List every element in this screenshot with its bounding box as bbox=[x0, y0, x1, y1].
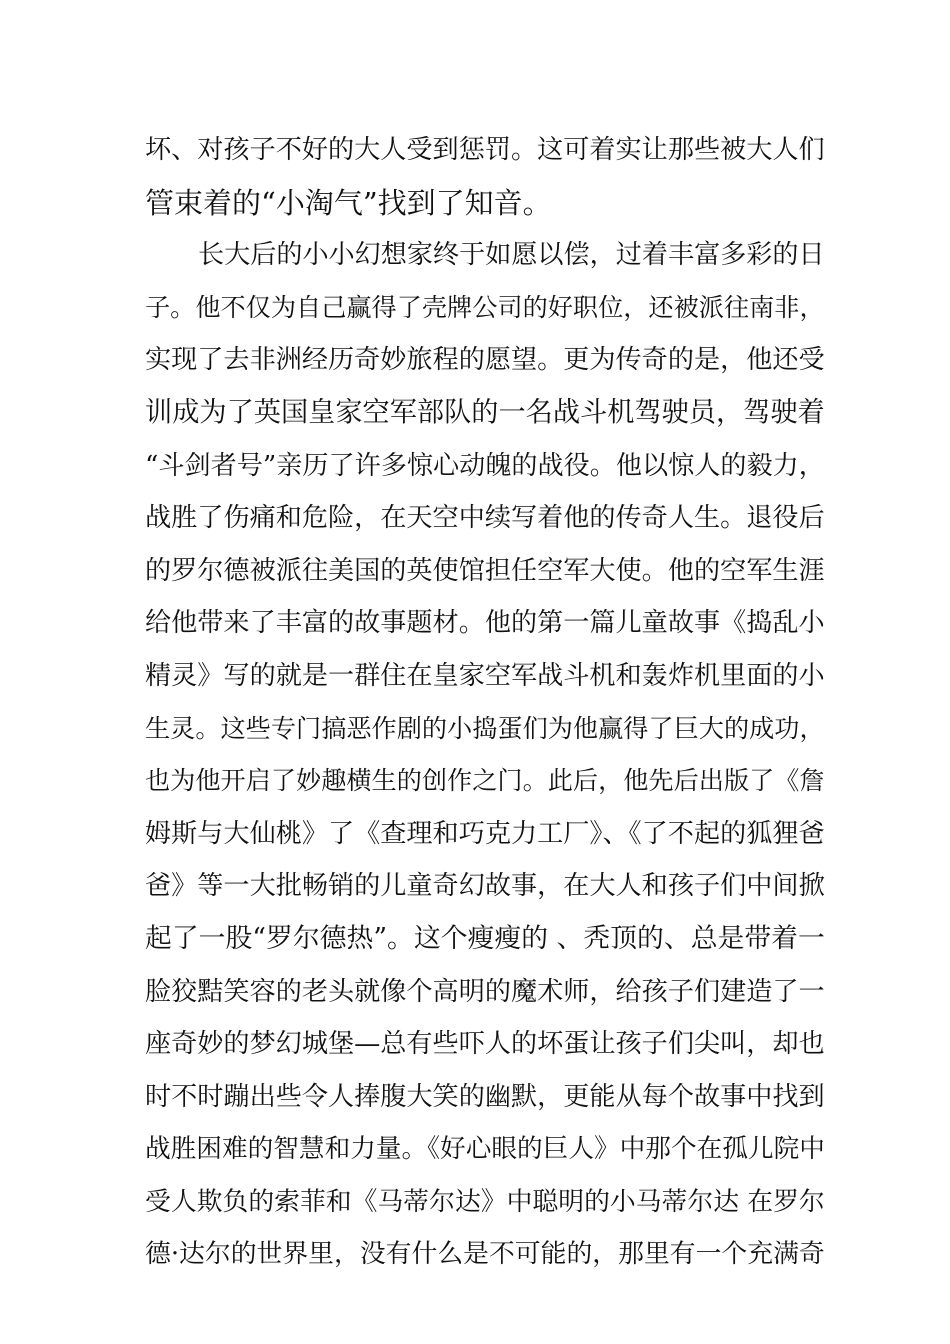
text-line: 也为他开启了妙趣横生的创作之门。此后，他先后出版了《詹 bbox=[145, 766, 825, 796]
text-line: 起了一股“罗尔德热”。这个瘦瘦的 、秃顶的、总是带着一 bbox=[145, 922, 825, 954]
text-line: 德·达尔的世界里，没有什么是不可能的，那里有一个充满奇 bbox=[145, 1239, 825, 1270]
body-text bbox=[145, 124, 825, 1281]
text-line: 管束着的“小淘气”找到了知音。 bbox=[145, 185, 552, 220]
text-line: 实现了去非洲经历奇妙旅程的愿望。更为传奇的是，他还受 bbox=[145, 345, 825, 376]
text-line: 战胜困难的智慧和力量。《好心眼的巨人》中那个在孤儿院中 bbox=[145, 1134, 825, 1165]
text-line: 时不时蹦出些令人捧腹大笑的幽默，更能从每个故事中找到 bbox=[145, 1081, 825, 1112]
text-line: 生灵。这些专门搞恶作剧的小捣蛋们为他赢得了巨大的成功， bbox=[145, 713, 825, 743]
text-line: 的罗尔德被派往美国的英使馆担任空军大使。他的空军生涯 bbox=[145, 555, 825, 586]
text-line: “斗剑者号”亲历了许多惊心动魄的战役。他以惊人的毅力， bbox=[145, 450, 825, 481]
text-line: 脸狡黠笑容的老头就像个高明的魔术师，给孩子们建造了一 bbox=[145, 976, 825, 1007]
text-line: 给他带来了丰富的故事题材。他的第一篇儿童故事《捣乱小 bbox=[145, 608, 825, 639]
text-line: 爸》等一大批畅销的儿童奇幻故事，在大人和孩子们中间掀 bbox=[145, 871, 825, 902]
text-line: 子。他不仅为自己赢得了壳牌公司的好职位，还被派往南非， bbox=[145, 292, 825, 322]
text-line: 姆斯与大仙桃》了《查理和巧克力工厂》、《了不起的狐狸爸 bbox=[145, 818, 825, 849]
text-line: 受人欺负的索菲和《马蒂尔达》中聪明的小马蒂尔达 在罗尔 bbox=[145, 1186, 825, 1217]
paragraph-first-line: 长大后的小小幻想家终于如愿以偿，过着丰富多彩的日 bbox=[198, 240, 825, 271]
text-line: 座奇妙的梦幻城堡—总有些吓人的坏蛋让孩子们尖叫，却也 bbox=[145, 1029, 825, 1060]
text-line: 精灵》写的就是一群住在皇家空军战斗机和轰炸机里面的小 bbox=[145, 660, 825, 691]
text-line: 坏、对孩子不好的大人受到惩罚。这可着实让那些被大人们 bbox=[145, 135, 825, 165]
text-line: 训成为了英国皇家空军部队的一名战斗机驾驶员，驾驶着 bbox=[145, 396, 825, 428]
text-line: 战胜了伤痛和危险，在天空中续写着他的传奇人生。退役后 bbox=[145, 503, 825, 534]
